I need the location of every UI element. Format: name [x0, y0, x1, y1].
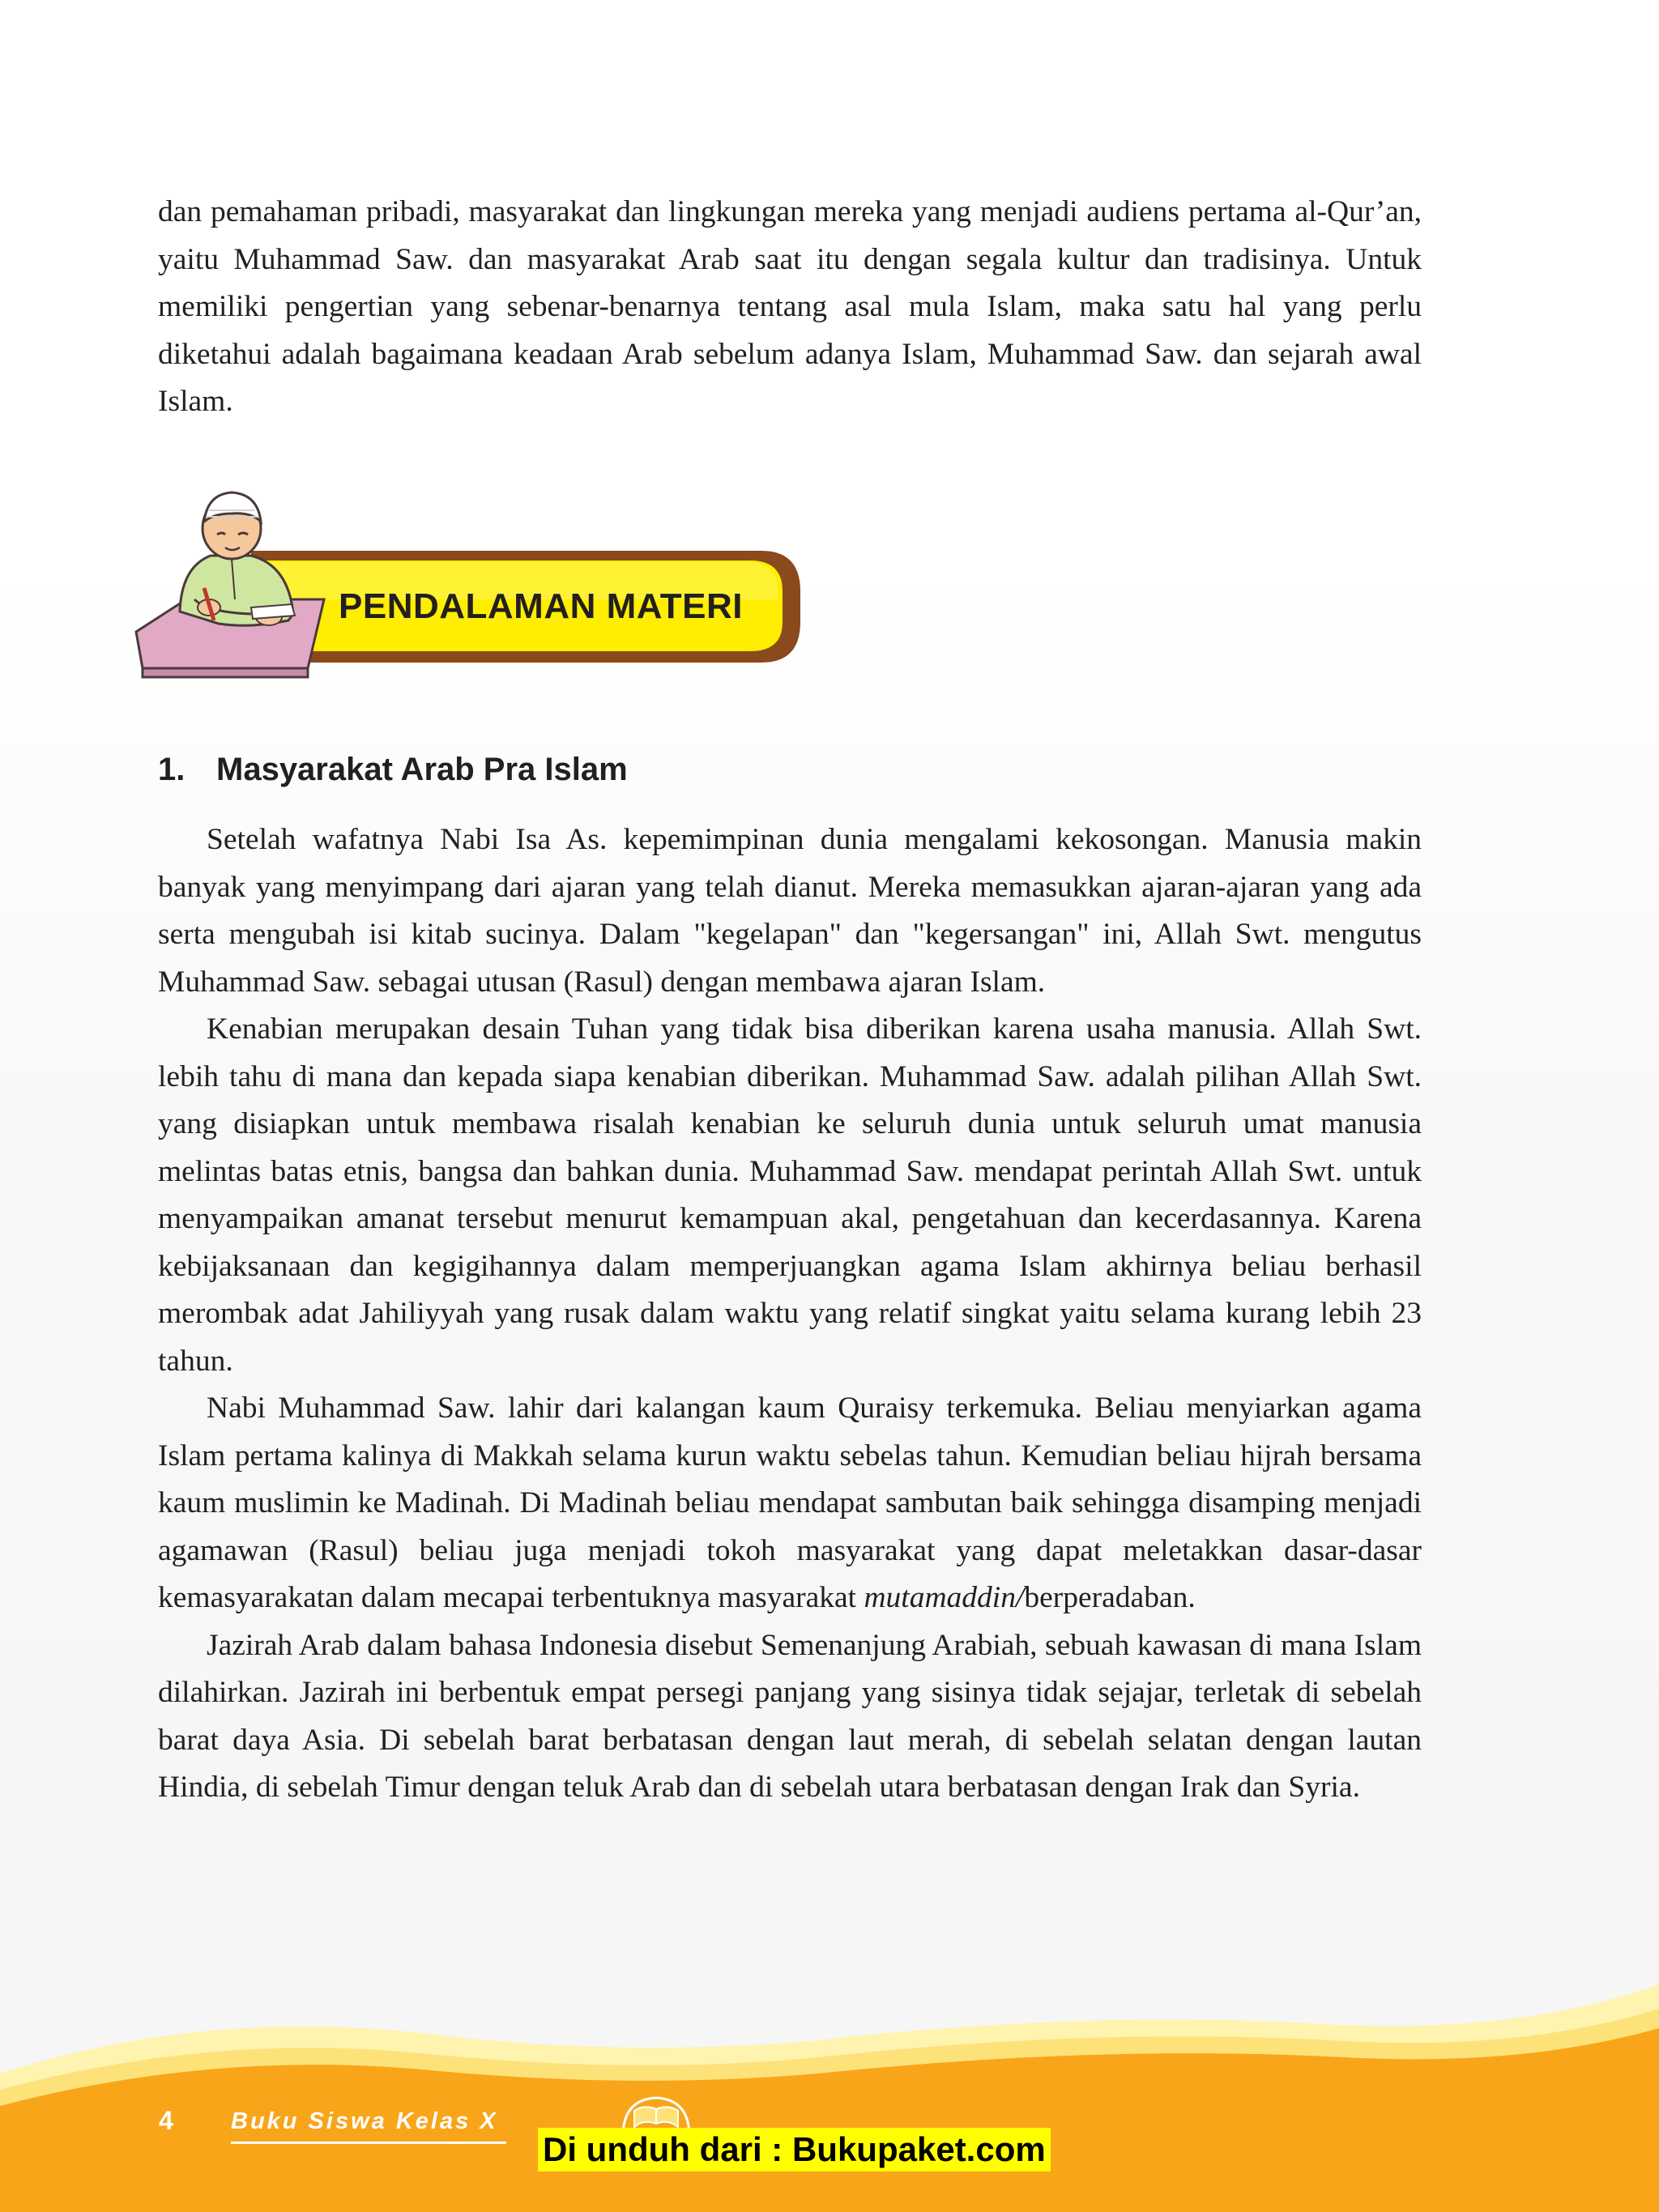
- banner-label: PENDALAMAN MATERI: [339, 586, 743, 626]
- pendalaman-materi-banner: [130, 478, 810, 688]
- intro-paragraph: dan pemahaman pribadi, masyarakat dan lingkungan mereka yang menjadi audiens pertama al-Qur’an, yaitu Muhammad Saw. dan masyarakat Arab saat itu dengan segala kultur dan tradisinya. Untuk memiliki pengertian yang sebenar-benarnya tentang asal mula Islam, maka satu hal yang perlu diketahui adalah bagaimana keadaan Arab sebelum adanya Islam, Muhammad Saw. dan sejarah awal Islam.: [158, 195, 1422, 418]
- book-title-rule: [231, 2142, 506, 2144]
- paragraph-3: [158, 1385, 1422, 1622]
- student-writing-illustration: [130, 478, 810, 688]
- body-paragraphs: [158, 816, 1422, 1812]
- download-notice[interactable]: Di unduh dari : Bukupaket.com: [538, 2128, 1051, 2172]
- paragraph-3-text: Nabi Muhammad Saw. lahir dari kalangan kaum Quraisy terkemuka. Beliau menyiarkan agama Islam pertama kalinya di Makkah selama kurun waktu sebelas tahun. Kemudian beliau hijrah bersama kaum muslimin ke Madinah. Di Madinah beliau mendapat sambutan baik sehingga disamping menjadi agamawan (Rasul) beliau juga menjadi tokoh masyarakat yang dapat meletakkan dasar-dasar kemasyarakatan dalam mecapai terbentuknya masyarakat: [158, 1392, 1422, 1614]
- page-number: 4: [159, 2106, 173, 2135]
- paragraph-4: Jazirah Arab dalam bahasa Indonesia disebut Semenanjung Arabiah, sebuah kawasan di mana Islam dilahirkan. Jazirah ini berbentuk empat persegi panjang yang sisinya tidak sejajar, terletak di sebelah barat daya Asia. Di sebelah barat berbatasan dengan laut merah, di sebelah selatan dengan lautan Hindia, di sebelah Timur dengan teluk Arab dan di sebelah utara berbatasan dengan Irak dan Syria.: [158, 1628, 1422, 1804]
- section-number: 1.: [158, 752, 186, 787]
- book-title: Buku Siswa Kelas X: [231, 2108, 498, 2134]
- section-title: Masyarakat Arab Pra Islam: [216, 752, 628, 787]
- paragraph-3-italic-term: mutamaddin/: [864, 1581, 1025, 1614]
- intro-paragraph-block: [158, 189, 1422, 426]
- footer-wave: [0, 1976, 1659, 2212]
- section-heading: [158, 752, 628, 788]
- paragraph-2: Kenabian merupakan desain Tuhan yang tidak bisa diberikan karena usaha manusia. Allah Swt. lebih tahu di mana dan kepada siapa kenabian diberikan. Muhammad Saw. adalah pilihan Allah Swt. yang disiapkan untuk membawa risalah kenabian ke seluruh dunia untuk seluruh umat manusia melintas batas etnis, bangsa dan bahkan dunia. Muhammad Saw. mendapat perintah Allah Swt. untuk menyampaikan amanat tersebut menurut kemampuan akal, pengetahuan dan kecerdasannya. Karena kebijaksanaan dan kegigihannya dalam memperjuangkan agama Islam akhirnya beliau berhasil merombak adat Jahiliyyah yang rusak dalam waktu yang relatif singkat yaitu selama kurang lebih 23 tahun.: [158, 1012, 1422, 1378]
- paragraph-1: Setelah wafatnya Nabi Isa As. kepemimpinan dunia mengalami kekosongan. Manusia makin banyak yang menyimpang dari ajaran yang telah dianut. Mereka memasukkan ajaran-ajaran yang ada serta mengubah isi kitab sucinya. Dalam "kegelapan" dan "kegersangan" ini, Allah Swt. mengutus Muhammad Saw. sebagai utusan (Rasul) dengan membawa ajaran Islam.: [158, 823, 1422, 999]
- paragraph-3-tail: berperadaban.: [1024, 1581, 1196, 1614]
